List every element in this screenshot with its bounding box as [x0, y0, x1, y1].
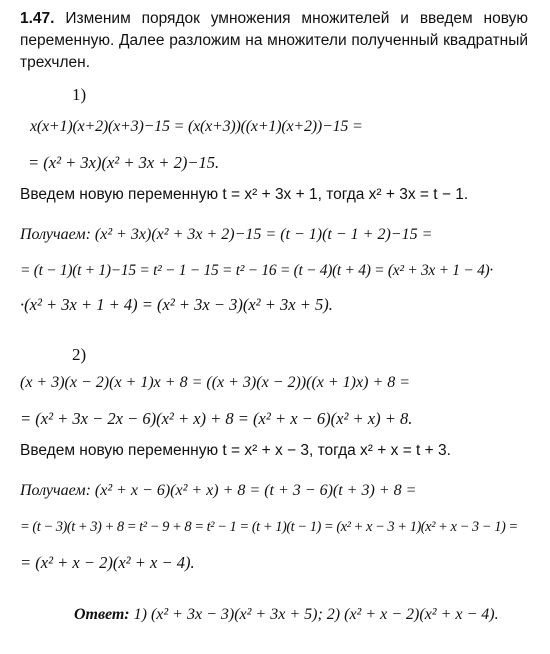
part2-equation-2: = (x² + 3x − 2x − 6)(x² + x) + 8 = (x² + x − 6)(x² + x) + 8.	[20, 409, 413, 428]
problem-text: Изменим порядок умножения множителей и введем новую переменную. Далее разложим на множители полученный квадратный трехчлен.	[20, 10, 529, 71]
part2-substitution: Введем новую переменную t = x² + x − 3, тогда x² + x = t + 3.	[20, 442, 451, 459]
problem-intro	[20, 8, 528, 74]
part2-label: 2)	[72, 345, 87, 364]
part2-result-3: = (x² + x − 2)(x² + x − 4).	[20, 553, 195, 572]
answer-text: 1) (x² + 3x − 3)(x² + 3x + 5); 2) (x² + x − 2)(x² + x − 4).	[129, 606, 499, 623]
part1-result-3: ·(x² + 3x + 1 + 4) = (x² + 3x − 3)(x² + 3x + 5).	[20, 295, 333, 314]
part1-equation-2: = (x² + 3x)(x² + 3x + 2)−15.	[28, 153, 220, 172]
part1-equation-1: x(x+1)(x+2)(x+3)−15 = (x(x+3))((x+1)(x+2))−15 =	[30, 118, 363, 135]
part1-label: 1)	[72, 85, 87, 104]
problem-number: 1.47.	[20, 10, 55, 27]
part2-result-1: Получаем: (x² + x − 6)(x² + x) + 8 = (t + 3 − 6)(t + 3) + 8 =	[20, 482, 417, 499]
part1-substitution: Введем новую переменную t = x² + 3x + 1, тогда x² + 3x = t − 1.	[20, 186, 469, 203]
part2-result-2: = (t − 3)(t + 3) + 8 = t² − 9 + 8 = t² − 1 = (t + 1)(t − 1) = (x² + x − 3 + 1)(x² + x − 3 − 1) =	[20, 519, 518, 535]
part1-result-1: Получаем: (x² + 3x)(x² + 3x + 2)−15 = (t − 1)(t − 1 + 2)−15 =	[20, 226, 433, 243]
part2-equation-1: (x + 3)(x − 2)(x + 1)x + 8 = ((x + 3)(x − 2))((x + 1)x) + 8 =	[20, 374, 411, 391]
answer-line	[74, 604, 499, 626]
part1-result-2: = (t − 1)(t + 1)−15 = t² − 1 − 15 = t² − 16 = (t − 4)(t + 4) = (x² + 3x + 1 − 4)·	[20, 262, 493, 279]
answer-label: Ответ:	[74, 606, 130, 623]
